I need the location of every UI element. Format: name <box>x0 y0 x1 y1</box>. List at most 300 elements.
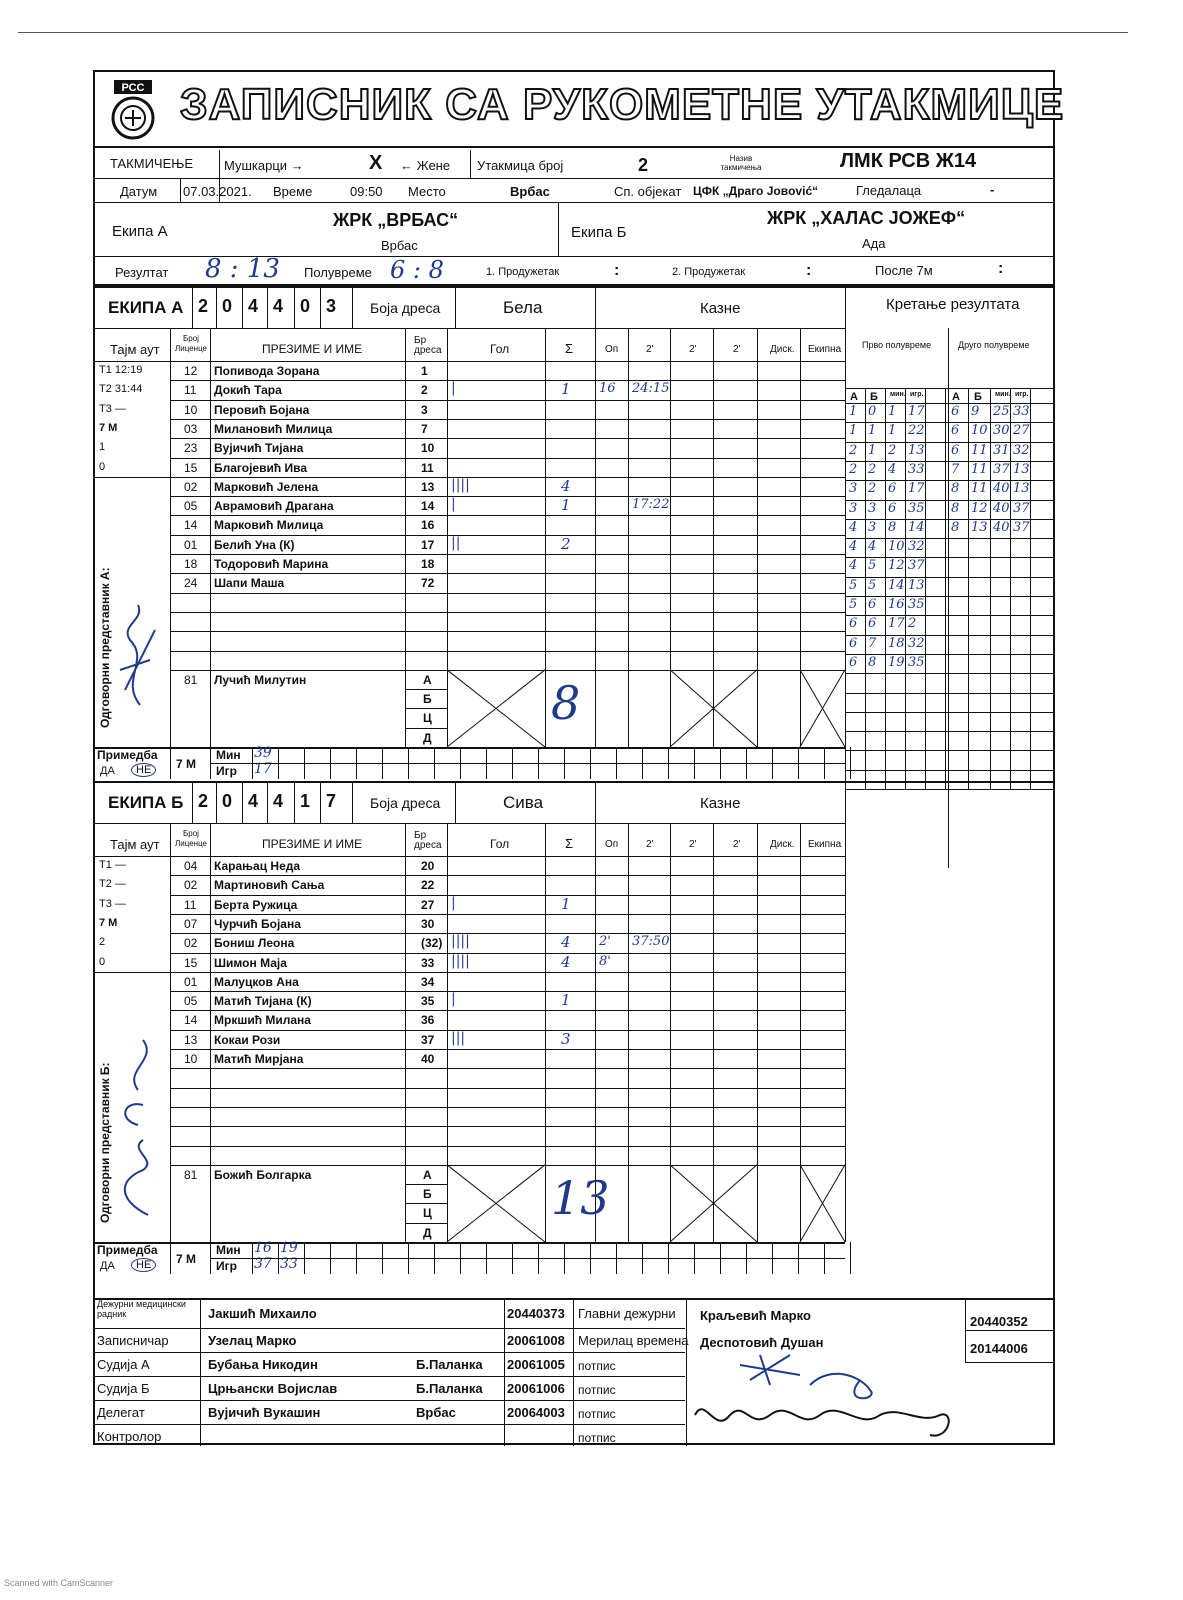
official-role-label: Судија Б <box>97 1381 150 1396</box>
grid-line <box>170 515 845 516</box>
score-flow-second-half-cell: 32 <box>1013 442 1030 458</box>
team-a-player-jersey: 2 <box>421 383 428 398</box>
grid-line <box>278 1242 279 1274</box>
grid-line <box>845 712 1053 713</box>
competition-label: ТАКМИЧЕЊЕ <box>110 156 194 171</box>
team-a-player-license: 01 <box>184 537 198 552</box>
place-label: Место <box>408 184 446 199</box>
score-flow-first-half-cell: 5 <box>868 558 877 574</box>
grid-line <box>170 933 845 934</box>
score-flow-col-a: А <box>850 391 858 403</box>
grid-line <box>242 286 243 328</box>
grid-line <box>945 388 946 789</box>
grid-line <box>210 763 845 764</box>
grid-line <box>1053 388 1054 789</box>
grid-line <box>460 1242 461 1274</box>
team-a-player-name: Белић Уна (К) <box>214 537 295 552</box>
signature-label: потпис <box>578 1359 616 1373</box>
team-a-timeout-entry: 7 M <box>99 421 118 434</box>
team-b-player-jersey: 30 <box>421 916 435 931</box>
team-b-7m-min-label: Мин <box>216 1243 241 1257</box>
grid-line <box>356 747 357 779</box>
grid-line <box>267 286 268 328</box>
grid-line <box>95 1352 685 1353</box>
team-a-7m-min-value: 39 <box>254 745 272 761</box>
grid-line <box>405 708 447 709</box>
score-flow-first-half-cell: 4 <box>849 519 858 535</box>
team-a-col-op: Оп <box>605 344 619 355</box>
team-b-col-jersey-no: Бр дреса <box>414 830 442 851</box>
team-b-player-jersey: 22 <box>421 878 435 893</box>
score-flow-first-half-cell: 35 <box>908 654 925 670</box>
grid-line <box>252 747 253 779</box>
score-flow-second-half-cell: 8 <box>951 481 960 497</box>
team-a-player-goals-tally: | <box>451 380 456 397</box>
grid-line <box>95 286 1053 288</box>
score-flow-second-half-cell: 40 <box>993 481 1010 497</box>
team-a-note-label: Примедба <box>97 748 158 762</box>
grid-line <box>170 651 845 652</box>
score-flow-second-half-cell: 6 <box>951 423 960 439</box>
grid-line <box>713 823 714 1242</box>
team-b-player-jersey: (32) <box>421 936 443 951</box>
grid-line <box>455 781 456 823</box>
score-flow-col-min: мин. <box>890 391 906 398</box>
grid-line <box>590 747 591 779</box>
team-b-timeout-entry: 7 M <box>99 916 118 929</box>
official-name: Бубања Никодин <box>208 1357 318 1372</box>
grid-line <box>294 286 295 328</box>
score-flow-second-half-cell: 27 <box>1013 423 1030 439</box>
grid-line <box>170 593 845 594</box>
grid-line <box>192 781 193 823</box>
score-flow-first-half-cell: 32 <box>908 539 925 555</box>
grid-line <box>595 286 596 328</box>
venue-label: Сп. објекат <box>614 184 682 199</box>
grid-line <box>95 1424 685 1425</box>
grid-line <box>948 328 949 868</box>
score-flow-col-b: Б <box>974 391 982 403</box>
team-a-player-goals-sum: 1 <box>561 380 571 399</box>
team-b-player-license: 11 <box>184 897 197 912</box>
team-b-note-label: Примедба <box>97 1243 158 1257</box>
grid-line <box>170 1242 171 1274</box>
team-b-code-digit: 2 <box>198 791 209 811</box>
official-license-no: 20064003 <box>507 1405 565 1420</box>
grid-line <box>905 388 906 789</box>
team-a-col-2min-3: 2' <box>733 344 741 355</box>
team-a-code-digit: 4 <box>248 296 259 316</box>
team-b-col-2min-3: 2' <box>733 839 741 850</box>
team-a-timeout-entry: T3 — <box>99 402 126 415</box>
team-a-player-goals-sum: 4 <box>561 476 571 495</box>
grid-line <box>95 747 845 749</box>
grid-line <box>170 1146 845 1147</box>
score-flow-first-half-cell: 4 <box>849 558 858 574</box>
score-flow-second-half-cell: 7 <box>951 461 960 477</box>
grid-line <box>210 1242 211 1274</box>
grid-line <box>772 1242 773 1274</box>
grid-line <box>545 328 546 747</box>
score-flow-second-half-cell: 40 <box>993 519 1010 535</box>
official-name: Црњански Војислав <box>208 1381 338 1396</box>
team-b-code-digit: 0 <box>222 791 233 811</box>
grid-line <box>845 789 1053 790</box>
grid-line <box>668 1242 669 1274</box>
team-b-player-license: 13 <box>184 1032 198 1047</box>
score-flow-second-half-cell: 8 <box>951 500 960 516</box>
team-a-player-name: Милановић Милица <box>214 421 333 436</box>
grid-line <box>405 1223 447 1224</box>
grid-line <box>170 535 845 536</box>
team-a-col-timeout: Тајм аут <box>110 342 160 357</box>
team-a-col-name: ПРЕЗИМЕ И ИМЕ <box>262 342 363 356</box>
grid-line <box>95 1376 685 1377</box>
grid-line <box>800 823 801 1242</box>
time-value: 09:50 <box>350 184 383 199</box>
time-label: Време <box>273 184 313 199</box>
team-b-player-license: 02 <box>184 878 198 893</box>
team-b-player-name: Матић Мирјана <box>214 1052 304 1066</box>
team-a-player-license: 14 <box>184 518 198 533</box>
score-flow-second-half-cell: 11 <box>971 461 988 477</box>
grid-line <box>95 856 845 857</box>
team-a-player-warning: 16 <box>599 381 616 397</box>
grid-line <box>772 747 773 779</box>
score-flow-first-half-cell: 3 <box>868 519 877 535</box>
grid-line <box>564 747 565 779</box>
team-a-player-suspension: 17:22 <box>632 497 670 513</box>
team-b-player-goals-tally: |||| <box>451 952 470 969</box>
grid-line <box>965 1362 1053 1363</box>
grid-line <box>865 388 866 789</box>
overtime2-score: : <box>806 262 812 279</box>
score-flow-first-half-cell: 35 <box>908 597 925 612</box>
score-flow-first-half-cell: 4 <box>888 461 897 477</box>
grid-line <box>642 1242 643 1274</box>
score-flow-first-half-cell: 33 <box>908 461 925 477</box>
team-a-player-license: 03 <box>184 421 198 436</box>
team-b-player-name: Шимон Маја <box>214 955 287 970</box>
team-a-7m-igr-value: 17 <box>254 761 272 777</box>
score-flow-second-half-cell: 37 <box>1013 519 1030 535</box>
result-label: Резултат <box>115 265 169 280</box>
team-b-note-no[interactable]: НЕ <box>131 1258 156 1272</box>
official-role-label: Дежурни медицински радник <box>97 1299 186 1319</box>
grid-line <box>294 781 295 823</box>
team-b-player-name: Мартиновић Сања <box>214 878 325 893</box>
team-b-label: Екипа Б <box>571 224 627 241</box>
grid-line <box>330 747 331 779</box>
team-b-player-name: Берта Ружица <box>214 897 298 912</box>
team-b-player-license: 02 <box>184 936 198 951</box>
overtime1-label: 1. Продужетак <box>486 266 560 278</box>
team-b-7m-igr-value: 33 <box>280 1256 298 1272</box>
team-b-player-jersey: 35 <box>421 994 435 1009</box>
grid-line <box>850 1242 851 1274</box>
grid-line <box>170 747 171 779</box>
team-a-player-goals-tally: | <box>451 496 456 513</box>
grid-line <box>824 747 825 779</box>
grid-line <box>352 286 353 328</box>
grid-line <box>170 573 845 574</box>
team-b-player-license: 07 <box>184 916 198 931</box>
grid-line <box>170 1088 845 1089</box>
team-a-code-digit: 2 <box>198 296 209 316</box>
team-a-7m-igr-label: Игр <box>216 764 237 778</box>
score-flow-first-half-cell: 1 <box>849 404 858 419</box>
team-a-note-yes[interactable]: ДА <box>100 765 115 777</box>
team-b-col-license: Број Лиценце <box>174 829 208 848</box>
grid-line <box>170 953 845 954</box>
score-flow-label: Кретање резултата <box>886 296 1020 313</box>
grid-line <box>170 1126 845 1127</box>
grid-line <box>170 419 845 420</box>
score-flow-first-half-cell: 5 <box>849 597 858 612</box>
team-a-player-name: Марковић Јелена <box>214 479 319 494</box>
grid-line <box>170 496 845 497</box>
score-flow-second-half-cell: 13 <box>971 519 988 535</box>
team-b-player-suspension: 37:50 <box>632 934 670 950</box>
grid-line <box>405 1184 447 1185</box>
team-a-note-no[interactable]: НЕ <box>131 763 156 777</box>
score-flow-first-half-cell: 19 <box>888 654 905 670</box>
grid-line <box>686 1298 687 1446</box>
team-b-city: Ада <box>862 236 886 251</box>
grid-line <box>170 1068 845 1069</box>
grid-line <box>1030 388 1031 789</box>
grid-line <box>304 1242 305 1274</box>
grid-line <box>320 781 321 823</box>
grid-line <box>304 747 305 779</box>
grid-line <box>170 458 845 459</box>
team-a-col-2min-1: 2' <box>646 344 654 355</box>
grid-line <box>95 328 845 329</box>
score-flow-first-half-cell: 14 <box>908 519 925 535</box>
halftime-score: 6 : 8 <box>390 256 444 284</box>
col-second-half: Друго полувреме <box>958 340 1030 350</box>
grid-line <box>170 670 845 671</box>
team-a-player-license: 24 <box>184 576 198 591</box>
date-value: 07.03.2021. <box>183 184 252 199</box>
team-a-jersey-label: Боја дреса <box>370 300 441 316</box>
score-flow-first-half-cell: 6 <box>868 616 877 632</box>
team-b-7m-min-value: 16 <box>254 1240 272 1256</box>
team-a-player-name: Аврамовић Драгана <box>214 499 334 514</box>
score-flow-first-half-cell: 5 <box>868 577 877 593</box>
grid-line <box>925 388 926 789</box>
team-b-timeout-entry: 0 <box>99 955 106 968</box>
official-city: Врбас <box>416 1405 456 1420</box>
team-b-player-jersey: 36 <box>421 1013 435 1028</box>
team-a-player-license: 15 <box>184 460 198 475</box>
official-city: Б.Паланка <box>416 1357 483 1372</box>
grid-line <box>968 388 969 789</box>
grid-line <box>798 747 799 779</box>
team-b-official-letter: А <box>423 1167 432 1182</box>
grid-line <box>845 388 846 789</box>
team-b-timeout-entry: T2 — <box>99 878 126 891</box>
team-a-player-name: Благојевић Ива <box>214 460 308 475</box>
grid-line <box>713 328 714 747</box>
score-flow-second-half-cell: 30 <box>993 423 1010 439</box>
team-b-player-license: 14 <box>184 1013 198 1028</box>
score-flow-second-half-cell: 12 <box>971 500 988 516</box>
score-flow-second-half-cell: 11 <box>971 442 988 458</box>
team-a-player-jersey: 1 <box>421 364 428 378</box>
team-a-player-license: 02 <box>184 479 198 494</box>
team-b-player-license: 04 <box>184 859 198 873</box>
score-flow-second-half-cell: 40 <box>993 500 1010 516</box>
team-b-player-name: Матић Тијана (К) <box>214 994 312 1009</box>
grid-line <box>170 991 845 992</box>
grid-line <box>95 1400 685 1401</box>
score-flow-first-half-cell: 12 <box>888 558 905 574</box>
grid-line <box>590 1242 591 1274</box>
grid-line <box>408 1242 409 1274</box>
team-b-rep-label: Одговорни представник Б: <box>98 1062 112 1223</box>
grid-line <box>252 1242 253 1274</box>
grid-line <box>455 286 456 328</box>
official-role-label: Главни дежурни <box>578 1306 676 1321</box>
final-score: 8 : 13 <box>205 254 280 284</box>
team-a-jersey-color: Бела <box>503 298 543 317</box>
score-flow-first-half-cell: 4 <box>868 539 877 555</box>
team-b-official-letter: Д <box>423 1225 432 1240</box>
score-flow-second-half-cell: 6 <box>951 404 960 419</box>
score-flow-first-half-cell: 17 <box>908 481 925 497</box>
grid-line <box>642 747 643 779</box>
team-a-player-jersey: 14 <box>421 499 435 514</box>
team-a-official-license: 81 <box>184 672 198 687</box>
grid-line <box>595 328 596 747</box>
team-a-total-goals: 8 <box>551 675 581 730</box>
team-a-code-digit: 4 <box>273 296 284 316</box>
official-license-no: 20440352 <box>970 1314 1028 1329</box>
grid-line <box>216 781 217 823</box>
team-a-player-goals-sum: 2 <box>561 534 571 553</box>
team-b-jersey-color: Сива <box>503 793 544 812</box>
score-flow-col-igr: игр. <box>1015 391 1029 398</box>
score-flow-first-half-cell: 1 <box>888 423 897 439</box>
grid-line <box>990 388 991 789</box>
official-name: Јакшић Михаило <box>208 1306 317 1321</box>
grid-line <box>434 1242 435 1274</box>
grid-line <box>405 1203 447 1204</box>
grid-line <box>486 747 487 779</box>
team-a-player-jersey: 3 <box>421 402 428 417</box>
grid-line <box>564 1242 565 1274</box>
grid-line <box>408 747 409 779</box>
team-b-col-goal: Гол <box>490 837 510 851</box>
team-b-player-goals-tally: | <box>451 991 456 1008</box>
grid-line <box>845 750 1053 751</box>
team-a-player-goals-tally: |||| <box>451 476 470 493</box>
score-flow-first-half-cell: 3 <box>868 500 877 516</box>
grid-line <box>170 823 171 1242</box>
women-selected-mark: X <box>369 152 383 174</box>
official-role-label: Записничар <box>97 1333 169 1348</box>
team-a-official-letter: Д <box>423 730 432 745</box>
halftime-label: Полувреме <box>304 265 372 280</box>
grid-line <box>278 747 279 779</box>
grid-line <box>800 328 801 747</box>
team-a-timeout-entry: T2 31:44 <box>99 383 143 396</box>
team-b-player-warning: 8' <box>599 953 611 969</box>
team-b-code-digit: 1 <box>300 791 311 811</box>
team-b-player-goals-tally: | <box>451 894 456 911</box>
team-b-7m-igr-value: 37 <box>254 1256 272 1272</box>
team-a-rep-label: Одговорни представник А: <box>98 567 112 728</box>
team-a-code-digit: 3 <box>326 296 337 316</box>
grid-line <box>170 914 845 915</box>
date-label: Датум <box>120 184 158 199</box>
grid-line <box>504 1298 505 1446</box>
score-flow-first-half-cell: 32 <box>908 635 925 651</box>
team-b-player-name: Карањац Неда <box>214 859 301 873</box>
score-flow-first-half-cell: 6 <box>849 654 858 670</box>
team-b-player-jersey: 37 <box>421 1032 435 1047</box>
grid-line <box>170 895 845 896</box>
grid-line <box>170 1165 845 1166</box>
grid-line <box>694 747 695 779</box>
team-b-col-2min-2: 2' <box>689 839 697 850</box>
team-a-name: ЖРК „ВРБАС“ <box>333 210 459 230</box>
col-first-half: Прво полувреме <box>862 340 932 350</box>
team-b-player-license: 05 <box>184 994 198 1009</box>
competition-name-label: Назив такмичења <box>720 154 762 172</box>
team-b-player-goals-tally: ||| <box>451 1029 466 1046</box>
grid-line <box>405 689 447 690</box>
team-b-player-license: 15 <box>184 955 198 970</box>
grid-line <box>746 1242 747 1274</box>
score-flow-first-half-cell: 6 <box>849 616 858 632</box>
team-a-player-license: 18 <box>184 557 198 571</box>
grid-line <box>170 438 845 439</box>
grid-line <box>1010 388 1011 789</box>
team-a-col-2min-2: 2' <box>689 344 697 355</box>
score-flow-first-half-cell: 1 <box>888 404 897 419</box>
score-flow-first-half-cell: 6 <box>888 500 897 516</box>
grid-line <box>616 747 617 779</box>
grid-line <box>545 823 546 1242</box>
team-a-official-letter: Ц <box>423 711 432 726</box>
team-b-note-yes[interactable]: ДА <box>100 1260 115 1272</box>
team-a-player-suspension: 24:15 <box>632 381 670 397</box>
women-option: ← Жене <box>400 158 451 173</box>
score-flow-first-half-cell: 35 <box>908 500 925 516</box>
after-7m-label: После 7м <box>875 263 933 278</box>
grid-line <box>170 1010 845 1011</box>
team-a-player-jersey: 17 <box>421 537 435 552</box>
team-a-player-jersey: 18 <box>421 557 435 571</box>
team-b-jersey-label: Боја дреса <box>370 795 441 811</box>
score-flow-first-half-cell: 17 <box>888 616 905 632</box>
team-b-official-name: Божић Болгарка <box>214 1167 312 1182</box>
official-license-no: 20144006 <box>970 1341 1028 1356</box>
team-b-official-letter: Ц <box>423 1206 432 1221</box>
team-b-player-goals-sum: 1 <box>561 894 571 913</box>
grid-line <box>405 728 447 729</box>
team-b-player-goals-sum: 1 <box>561 991 571 1010</box>
team-b-col-name: ПРЕЗИМЕ И ИМЕ <box>262 837 363 851</box>
grid-line <box>538 747 539 779</box>
grid-line <box>850 747 851 779</box>
team-a-7m-label: 7 М <box>176 757 197 771</box>
official-role-label: Делегат <box>97 1405 145 1420</box>
team-b-player-goals-sum: 3 <box>561 1029 571 1048</box>
team-a-player-name: Докић Тара <box>214 383 282 398</box>
